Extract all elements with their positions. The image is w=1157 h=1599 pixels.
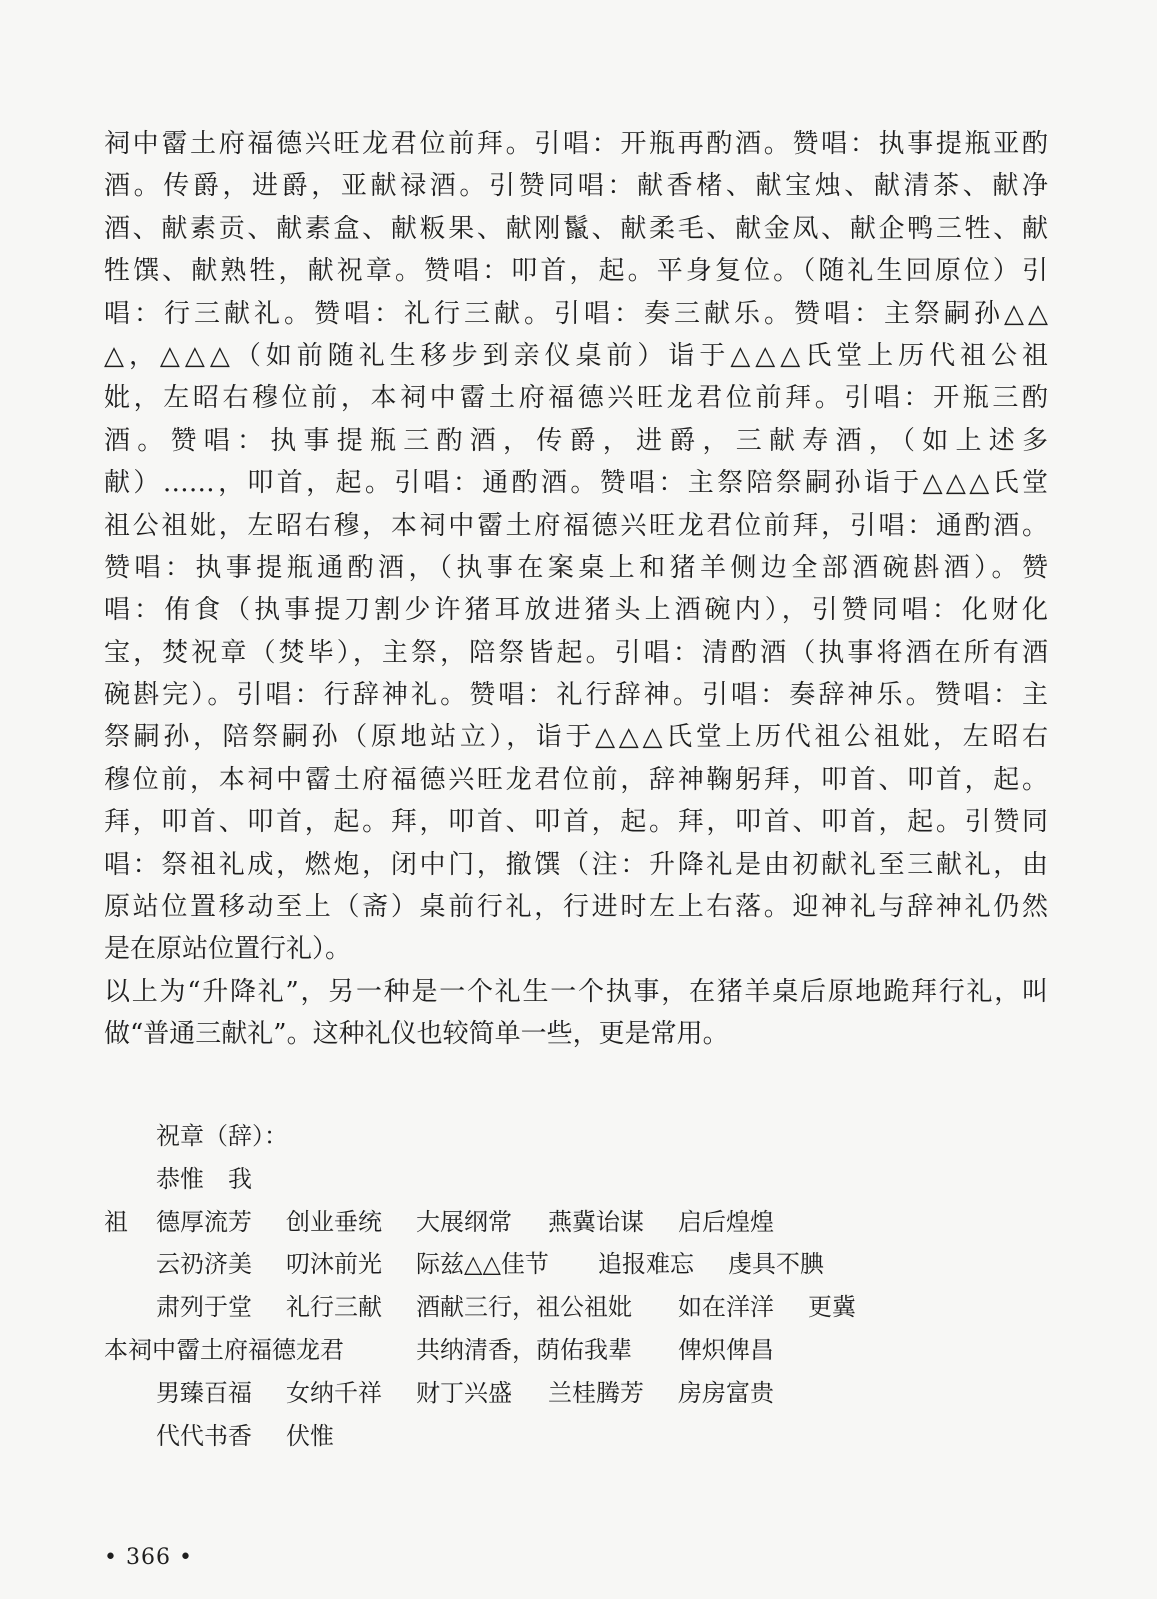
- prayer-phrase: 肃列于堂: [156, 1293, 252, 1322]
- prayer-phrase: 云礽济美: [156, 1250, 252, 1279]
- prayer-row: [104, 1158, 938, 1201]
- body-line: 祭嗣孙，陪祭嗣孙（原地站立），诣于△△△氏堂上历代祖公祖妣，左昭右: [104, 722, 1048, 753]
- prayer-phrase: 追报难忘: [598, 1250, 694, 1279]
- body-line: 酒。赞唱：执事提瓶三酌酒，传爵，进爵，三献寿酒，（如上述多: [104, 425, 1048, 456]
- prayer-phrase: 俾炽俾昌: [678, 1335, 774, 1364]
- prayer-phrase: 虔具不腆: [728, 1250, 824, 1279]
- body-line: 唱：祭祖礼成，燃炮，闭中门，撤馔（注：升降礼是由初献礼至三献礼，由: [104, 849, 1048, 880]
- body-line: 碗斟完）。引唱：行辞神礼。赞唱：礼行辞神。引唱：奏辞神乐。赞唱：主: [104, 680, 1048, 711]
- prayer-row: [104, 1415, 938, 1458]
- prayer-row: [104, 1372, 938, 1415]
- prayer-phrase: 启后煌煌: [678, 1207, 774, 1236]
- prayer-phrase: 兰桂腾芳: [548, 1378, 644, 1407]
- body-line: 是在原站位置行礼）。: [104, 934, 352, 965]
- prayer-phrase: 共纳清香，荫佑我辈: [416, 1335, 632, 1364]
- prayer-text: [104, 1115, 938, 1457]
- prayer-phrase: 如在洋洋: [678, 1293, 774, 1322]
- body-line: 酒、献素贡、献素盒、献粄果、献刚鬣、献柔毛、献金凤、献企鸭三牲、献: [104, 213, 1048, 244]
- body-line: 妣，左昭右穆位前，本祠中霤土府福德兴旺龙君位前拜。引唱：开瓶三酌: [104, 383, 1048, 414]
- body-line: △，△△△（如前随礼生移步到亲仪桌前）诣于△△△氏堂上历代祖公祖: [104, 340, 1048, 371]
- body-line: 祠中霤土府福德兴旺龙君位前拜。引唱：开瓶再酌酒。赞唱：执事提瓶亚酌: [104, 129, 1048, 159]
- prayer-lead: 本祠中霤土府福德龙君: [104, 1335, 344, 1364]
- prayer-lead: 祖: [104, 1207, 128, 1236]
- body-line: 献）……，叩首，起。引唱：通酌酒。赞唱：主祭陪祭嗣孙诣于△△△氏堂: [104, 468, 1048, 499]
- body-line: 祖公祖妣，左昭右穆，本祠中霤土府福德兴旺龙君位前拜，引唱：通酌酒。: [104, 510, 1048, 541]
- prayer-row: [104, 1286, 938, 1329]
- body-line: 拜，叩首、叩首，起。拜，叩首、叩首，起。拜，叩首、叩首，起。引赞同: [104, 807, 1048, 838]
- page-number: • 366 •: [104, 1545, 193, 1570]
- prayer-heading-row: [104, 1115, 938, 1158]
- prayer-phrase: 礼行三献: [286, 1293, 382, 1322]
- body-line: 宝，焚祝章（焚毕），主祭，陪祭皆起。引唱：清酌酒（执事将酒在所有酒: [104, 637, 1048, 668]
- prayer-phrase: 房房富贵: [678, 1378, 774, 1407]
- prayer-phrase: 创业垂统: [286, 1207, 382, 1236]
- prayer-phrase: 酒献三行，祖公祖妣: [416, 1293, 632, 1322]
- prayer-phrase: 大展纲常: [416, 1207, 512, 1236]
- body-line: 穆位前，本祠中霤土府福德兴旺龙君位前，辞神鞠躬拜，叩首、叩首，起。: [104, 764, 1048, 795]
- prayer-row: [104, 1243, 938, 1286]
- body-line: 唱：行三献礼。赞唱：礼行三献。引唱：奏三献乐。赞唱：主祭嗣孙△△: [104, 298, 1048, 329]
- body-line: 以上为“升降礼”，另一种是一个礼生一个执事，在猪羊桌后原地跪拜行礼，叫: [104, 976, 1048, 1007]
- prayer-phrase: 更冀: [808, 1293, 856, 1322]
- prayer-phrase: 男臻百福: [156, 1378, 252, 1407]
- body-line: 原站位置移动至上（斋）桌前行礼，行进时左上右落。迎神礼与辞神礼仍然: [104, 892, 1048, 923]
- prayer-row: [104, 1201, 938, 1244]
- prayer-phrase: 德厚流芳: [156, 1207, 252, 1236]
- body-line: 牲馔、献熟牲，献祝章。赞唱：叩首，起。平身复位。（随礼生回原位）引: [104, 256, 1048, 287]
- prayer-phrase: 代代书香: [156, 1421, 252, 1450]
- body-text: [104, 123, 1048, 1056]
- prayer-line: 恭惟 我: [156, 1164, 252, 1193]
- prayer-phrase: 女纳千祥: [286, 1378, 382, 1407]
- prayer-phrase: 叨沐前光: [286, 1250, 382, 1279]
- body-line: 唱：侑食（执事提刀割少许猪耳放进猪头上酒碗内），引赞同唱：化财化: [104, 595, 1048, 626]
- prayer-heading: 祝章（辞）：: [156, 1122, 288, 1150]
- prayer-phrase: 燕冀诒谋: [548, 1207, 644, 1236]
- prayer-phrase: 财丁兴盛: [416, 1378, 512, 1407]
- body-line: 赞唱：执事提瓶通酌酒，（执事在案桌上和猪羊侧边全部酒碗斟酒）。赞: [104, 552, 1048, 583]
- prayer-row: [104, 1329, 938, 1372]
- body-line: 酒。传爵，进爵，亚献禄酒。引赞同唱：献香楮、献宝烛、献清茶、献净: [104, 171, 1048, 202]
- prayer-phrase: 际兹△△佳节: [416, 1250, 549, 1279]
- body-line: 做“普通三献礼”。这种礼仪也较简单一些，更是常用。: [104, 1019, 729, 1050]
- prayer-phrase: 伏惟: [286, 1421, 334, 1450]
